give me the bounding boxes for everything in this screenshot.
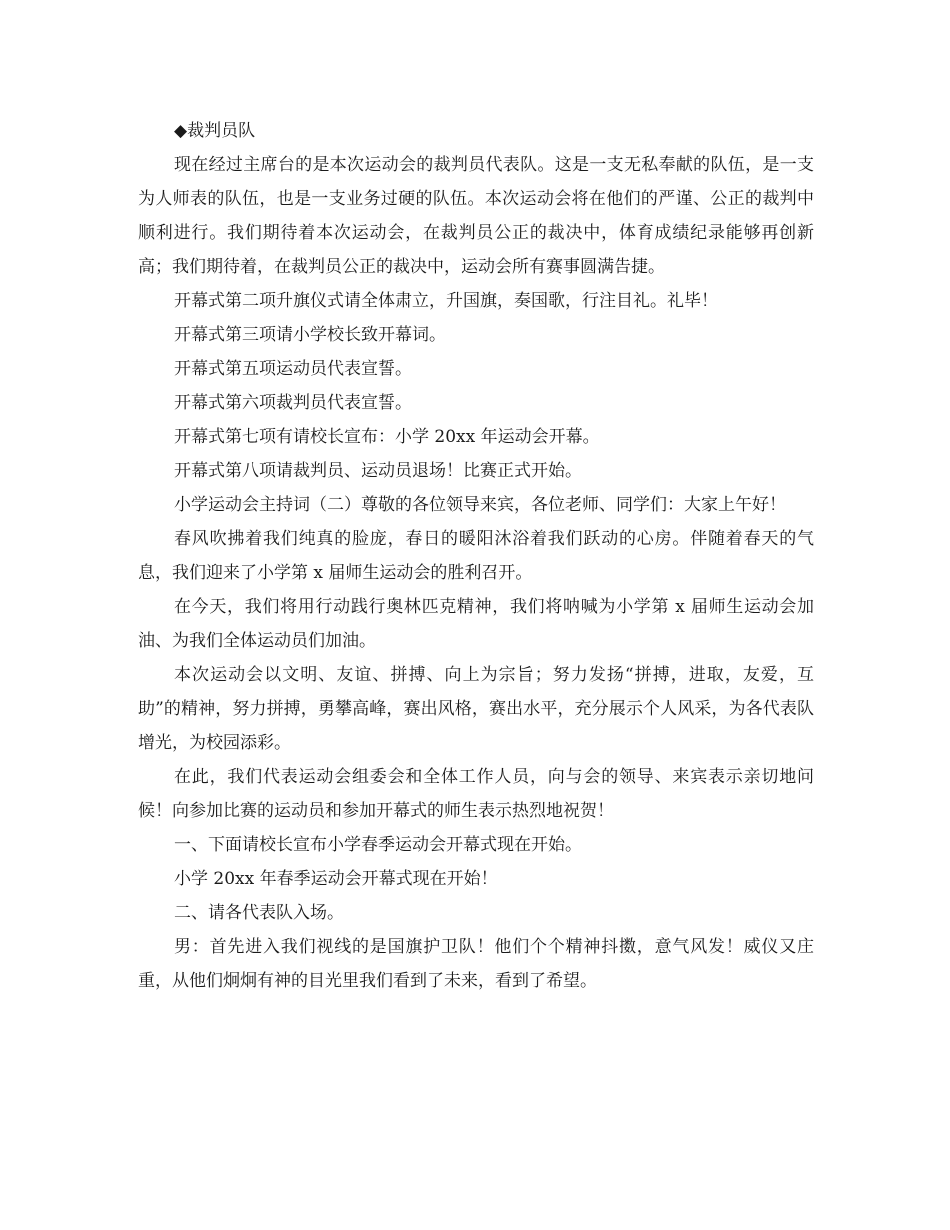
- paragraph: 二、请各代表队入场。: [174, 903, 344, 923]
- paragraph: 开幕式第五项运动员代表宣誓。: [174, 359, 412, 379]
- paragraph: 小学 20xx 年春季运动会开幕式现在开始！: [174, 869, 498, 889]
- paragraph: 在今天，我们将用行动践行奥林匹克精神，我们将呐喊为小学第 x 届师生运动会加油、为我们全体运动员们加油。: [138, 597, 814, 651]
- paragraph: 现在经过主席台的是本次运动会的裁判员代表队。这是一支无私奉献的队伍，是一支为人师表的队伍，也是一支业务过硬的队伍。本次运动会将在他们的严谨、公正的裁判中顺利进行。我们期待着本次运动会，在裁判员公正的裁决中，体育成绩纪录能够再创新高；我们期待着，在裁判员公正的裁决中，运动会所有赛事圆满告捷。: [138, 155, 814, 277]
- document-body: [138, 114, 814, 998]
- paragraph: 春风吹拂着我们纯真的脸庞，春日的暖阳沐浴着我们跃动的心房。伴随着春天的气息，我们迎来了小学第 x 届师生运动会的胜利召开。: [138, 529, 814, 583]
- paragraph: 一、下面请校长宣布小学春季运动会开幕式现在开始。: [174, 835, 582, 855]
- paragraph: 开幕式第七项有请校长宣布：小学 20xx 年运动会开幕。: [174, 427, 600, 447]
- paragraph: 开幕式第二项升旗仪式请全体肃立，升国旗，奏国歌，行注目礼。礼毕！: [174, 291, 718, 311]
- paragraph: 男：首先进入我们视线的是国旗护卫队！他们个个精神抖擞，意气风发！威仪又庄重，从他们炯炯有神的目光里我们看到了未来，看到了希望。: [138, 937, 814, 991]
- paragraph: 开幕式第三项请小学校长致开幕词。: [174, 325, 446, 345]
- paragraph: 开幕式第八项请裁判员、运动员退场！比赛正式开始。: [174, 461, 582, 481]
- paragraph: 小学运动会主持词（二）尊敬的各位领导来宾，各位老师、同学们：大家上午好！: [174, 495, 786, 515]
- paragraph: 在此，我们代表运动会组委会和全体工作人员，向与会的领导、来宾表示亲切地问候！向参加比赛的运动员和参加开幕式的师生表示热烈地祝贺！: [138, 767, 814, 821]
- paragraph: 本次运动会以文明、友谊、拼搏、向上为宗旨；努力发扬“拼搏，进取，友爱，互助”的精神，努力拼搏，勇攀高峰，赛出风格，赛出水平，充分展示个人风采，为各代表队增光，为校园添彩。: [138, 665, 814, 753]
- paragraph: 开幕式第六项裁判员代表宣誓。: [174, 393, 412, 413]
- section-heading: ◆裁判员队: [174, 121, 256, 141]
